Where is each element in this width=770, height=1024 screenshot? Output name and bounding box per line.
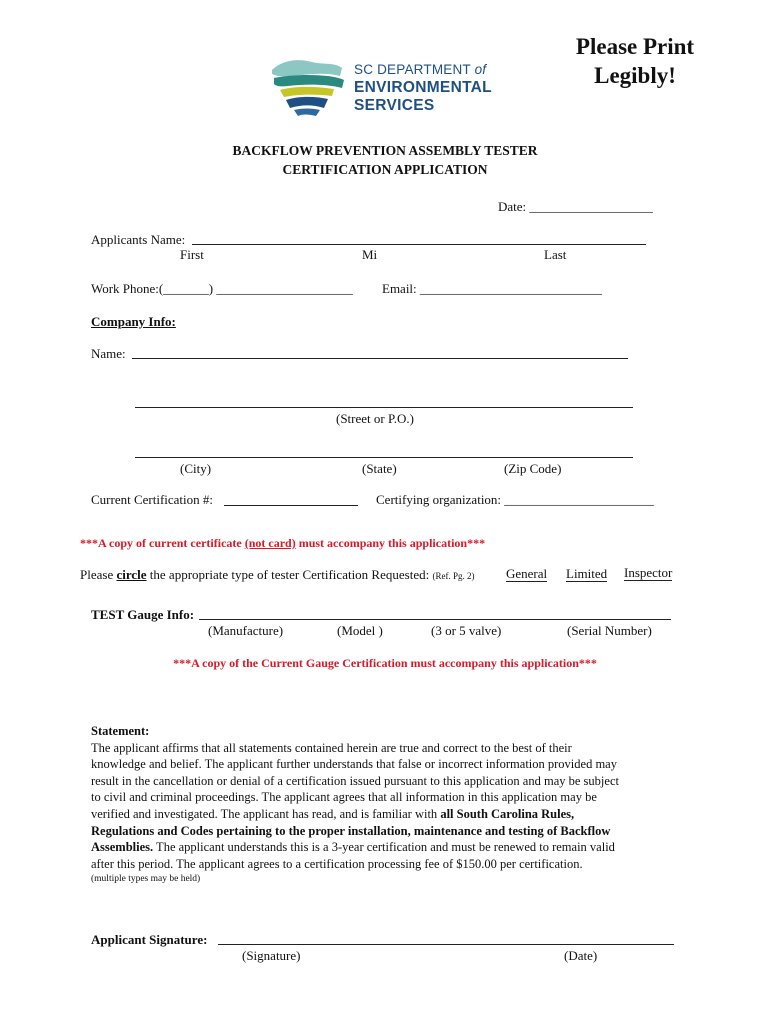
department-logo xyxy=(268,56,508,120)
notice-line-1: Please Print xyxy=(575,34,695,59)
current-certification-label: Current Certification #: xyxy=(91,492,214,507)
date-caption: (Date) xyxy=(564,948,598,963)
street-caption: (Street or P.O.) xyxy=(336,411,414,426)
cert-type-ref: (Ref. Pg. 2) xyxy=(432,571,475,581)
signature-line[interactable] xyxy=(218,944,674,945)
work-phone-field[interactable]: Work Phone:(_______) _____________________ xyxy=(91,281,353,296)
statement-line-5a: verified and investigated. The applicant has read, and is familiar with xyxy=(91,806,441,821)
certificate-notice-before: ***A copy of current certificate xyxy=(80,536,245,550)
statement-line-2: knowledge and belief. The applicant further understands that false or incorrect information provided may xyxy=(91,757,617,772)
company-name-label: Name: xyxy=(91,346,126,361)
statement-line-3: result in the cancellation or denial of a certification issued pursuant to this application and may be subject xyxy=(91,773,619,788)
last-name-caption: Last xyxy=(544,247,567,262)
certificate-notice-underlined: (not card) xyxy=(244,536,296,550)
statement-line-7 xyxy=(91,839,619,856)
applicant-name-label: Applicants Name: xyxy=(91,232,186,247)
model-caption: (Model ) xyxy=(337,623,383,638)
notice-line-2: Legibly! xyxy=(594,63,676,88)
company-info-heading: Company Info: xyxy=(91,314,176,329)
serial-caption: (Serial Number) xyxy=(567,623,652,638)
certificate-notice-after: must accompany this application*** xyxy=(295,536,486,550)
statement-block xyxy=(91,723,619,886)
print-legibly-notice xyxy=(560,32,710,90)
logo-line-1 xyxy=(354,62,486,77)
statement-note: (multiple types may be held) xyxy=(91,874,201,885)
cert-type-circle: circle xyxy=(116,567,147,582)
applicant-signature-label: Applicant Signature: xyxy=(91,932,208,947)
zip-caption: (Zip Code) xyxy=(504,461,562,476)
logo-of: of xyxy=(474,62,487,77)
option-general[interactable]: General xyxy=(506,566,548,581)
cert-type-rest: the appropriate type of tester Certification Requested: xyxy=(146,567,430,582)
valve-caption: (3 or 5 valve) xyxy=(431,623,502,638)
logo-dept: SC DEPARTMENT xyxy=(354,62,471,77)
cert-type-please: Please xyxy=(80,567,117,582)
manufacture-caption: (Manufacture) xyxy=(208,623,284,638)
city-state-zip-line[interactable] xyxy=(135,457,633,458)
statement-line-8: after this period. The applicant agrees to a certification processing fee of $150.00 per certification. xyxy=(91,856,583,871)
statement-line-1: The applicant affirms that all statements contained herein are true and correct to the best of their xyxy=(91,740,572,755)
gauge-info-label: TEST Gauge Info: xyxy=(91,607,195,622)
gauge-info-line[interactable] xyxy=(199,619,671,620)
street-line[interactable] xyxy=(135,407,633,408)
form-title-line-1: BACKFLOW PREVENTION ASSEMBLY TESTER xyxy=(232,143,538,158)
statement-line-4: to civil and criminal proceedings. The applicant agrees that all information in this application may be xyxy=(91,790,597,805)
current-certification-line[interactable] xyxy=(224,505,358,506)
city-caption: (City) xyxy=(180,461,212,476)
first-name-caption: First xyxy=(180,247,204,262)
state-caption: (State) xyxy=(362,461,397,476)
option-inspector[interactable]: Inspector xyxy=(624,565,673,580)
company-name-line[interactable] xyxy=(132,358,628,359)
applicant-name-line[interactable] xyxy=(192,244,646,245)
certifying-organization-field[interactable]: Certifying organization: _______________________ xyxy=(376,492,654,507)
option-limited[interactable]: Limited xyxy=(566,566,608,581)
cert-type-prompt xyxy=(80,567,474,583)
email-field[interactable]: Email: ____________________________ xyxy=(382,281,602,296)
statement-line-6: Regulations and Codes pertaining to the proper installation, maintenance and testing of Backflow xyxy=(91,823,611,838)
statement-line-7b: The applicant understands this is a 3-year certification and must be renewed to remain valid xyxy=(153,840,615,855)
form-title-line-2: CERTIFICATION APPLICATION xyxy=(282,162,488,177)
statement-line-7a: Assemblies. xyxy=(91,840,154,855)
date-field[interactable]: Date: ___________________ xyxy=(498,199,653,214)
logo-mark-icon xyxy=(268,56,348,120)
statement-line-5b: all South Carolina Rules, xyxy=(440,806,575,821)
logo-line-2: ENVIRONMENTAL xyxy=(354,79,492,96)
statement-heading: Statement: xyxy=(91,724,150,738)
gauge-copy-notice: ***A copy of the Current Gauge Certification must accompany this application*** xyxy=(173,656,597,670)
logo-line-3: SERVICES xyxy=(354,97,435,114)
certificate-copy-notice xyxy=(80,536,485,551)
signature-caption: (Signature) xyxy=(242,948,301,963)
middle-initial-caption: Mi xyxy=(362,247,378,262)
statement-line-5 xyxy=(91,806,619,823)
